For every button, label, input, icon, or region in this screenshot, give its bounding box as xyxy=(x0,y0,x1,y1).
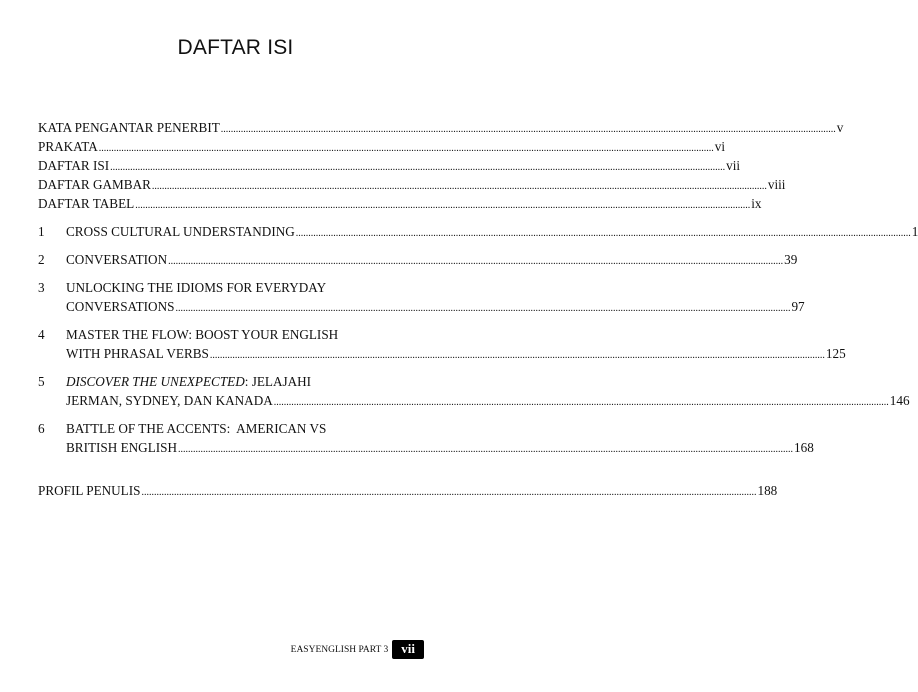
chapter-title-line-2: CONVERSATIONS xyxy=(66,299,175,314)
toc-entry-label: DAFTAR ISI xyxy=(38,158,110,173)
chapter-number: 1 xyxy=(38,224,45,239)
chapter-title-italic: DISCOVER THE UNEXPECTED xyxy=(66,374,245,389)
dot-leader xyxy=(221,118,836,139)
toc-entry-label: KATA PENGANTAR PENERBIT xyxy=(38,120,220,135)
chapter-page: 1 xyxy=(911,224,918,239)
chapter-title-line-2: JERMAN, SYDNEY, DAN KANADA xyxy=(66,393,273,408)
toc-entry-page: vii xyxy=(726,158,741,173)
chapter-number: 6 xyxy=(38,421,45,436)
toc-entry-page: ix xyxy=(751,196,762,211)
toc-entry-daftar-isi[interactable] xyxy=(38,156,741,175)
toc-entry-page: vi xyxy=(714,139,726,154)
chapter-title-line-1: : JELAJAHI xyxy=(244,374,312,389)
toc-entry-kata-pengantar[interactable] xyxy=(38,118,844,137)
page-footer xyxy=(291,640,424,659)
chapter-number: 3 xyxy=(38,280,45,295)
chapter-page: 146 xyxy=(889,393,910,408)
toc-entry-page: v xyxy=(836,120,844,135)
toc-entry-label: DAFTAR GAMBAR xyxy=(38,177,151,192)
chapter-page: 168 xyxy=(794,440,814,455)
chapter-page: 39 xyxy=(784,252,798,267)
toc-chapter-3[interactable] xyxy=(38,278,805,316)
chapter-page: 97 xyxy=(791,299,805,314)
chapter-title-line-2: WITH PHRASAL VERBS xyxy=(66,346,209,361)
toc-entry-profil-penulis[interactable] xyxy=(38,481,778,500)
toc-entry-label: DAFTAR TABEL xyxy=(38,196,135,211)
chapter-number: 5 xyxy=(38,374,45,389)
table-of-contents xyxy=(38,118,918,500)
toc-entry-label: PROFIL PENULIS xyxy=(38,483,141,498)
chapter-title: CONVERSATION xyxy=(66,252,168,267)
toc-entry-daftar-tabel[interactable] xyxy=(38,194,762,213)
toc-entry-page: 188 xyxy=(757,483,778,498)
toc-entry-prakata[interactable] xyxy=(38,137,726,156)
chapter-page: 125 xyxy=(825,346,846,361)
chapter-title-line-1: UNLOCKING THE IDIOMS FOR EVERYDAY xyxy=(66,280,327,295)
dot-leader xyxy=(152,175,767,196)
toc-chapter-2[interactable] xyxy=(38,250,798,269)
page-number: vii xyxy=(392,640,424,659)
dot-leader xyxy=(99,137,714,158)
chapter-title-line-1: MASTER THE FLOW: BOOST YOUR ENGLISH xyxy=(66,327,339,342)
toc-chapter-6[interactable] xyxy=(38,419,814,457)
toc-entry-label: PRAKATA xyxy=(38,139,98,154)
dot-leader xyxy=(210,344,825,365)
toc-chapter-4[interactable] xyxy=(38,325,846,363)
dot-leader xyxy=(141,481,756,502)
book-title: EASYENGLISH PART 3 xyxy=(290,644,389,655)
chapter-number: 4 xyxy=(38,327,45,342)
toc-entry-daftar-gambar[interactable] xyxy=(38,175,786,194)
chapter-title-line-1: BATTLE OF THE ACCENTS: AMERICAN VS xyxy=(66,421,327,436)
dot-leader xyxy=(178,438,793,459)
dot-leader xyxy=(274,391,889,412)
dot-leader xyxy=(175,297,790,318)
dot-leader xyxy=(296,222,911,243)
chapter-title: CROSS CULTURAL UNDERSTANDING xyxy=(66,224,295,239)
dot-leader xyxy=(168,250,783,271)
dot-leader xyxy=(135,194,750,215)
toc-entry-page: viii xyxy=(767,177,786,192)
chapter-number: 2 xyxy=(38,252,45,267)
dot-leader xyxy=(110,156,725,177)
chapter-title-line-2: BRITISH ENGLISH xyxy=(66,440,177,455)
page-title: DAFTAR ISI xyxy=(177,36,294,59)
toc-chapter-5[interactable] xyxy=(38,372,910,410)
toc-chapter-1[interactable] xyxy=(38,222,918,241)
